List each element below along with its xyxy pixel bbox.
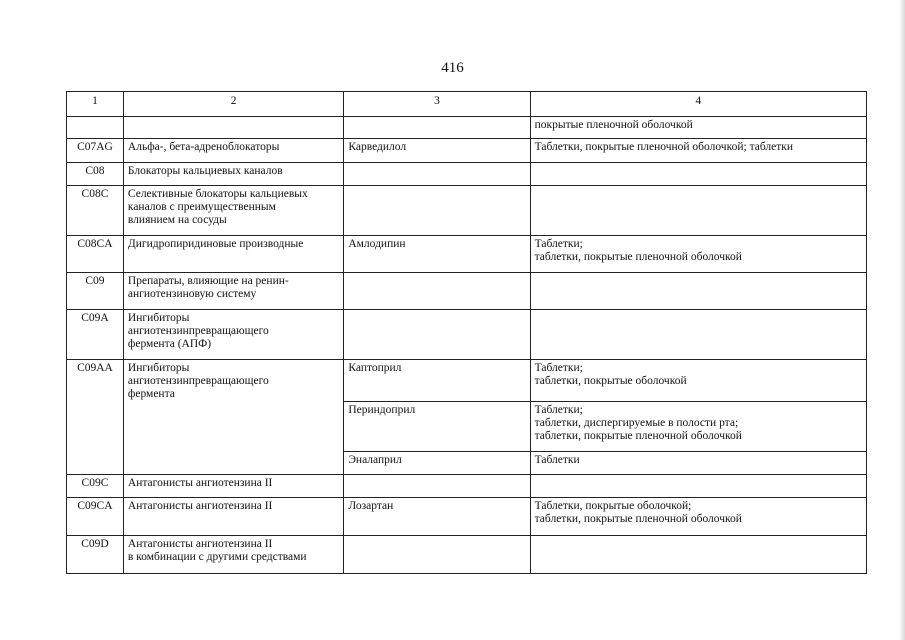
drug-list-table — [66, 91, 867, 574]
table-row — [67, 475, 867, 498]
table-row — [67, 236, 867, 273]
atc-code-cell — [67, 117, 124, 139]
table-row — [67, 360, 867, 402]
substance-cell: Карведилол — [344, 139, 530, 163]
dosage-form-cell — [530, 536, 866, 574]
dosage-form-cell: Таблетки, покрытые пленочной оболочкой; таблетки — [530, 139, 866, 163]
substance-cell: Периндоприл — [344, 402, 530, 452]
atc-code-cell: C09C — [67, 475, 124, 498]
table-header-row — [67, 92, 867, 117]
dosage-form-cell — [530, 310, 866, 360]
pharmacological-group-cell: Дигидропиридиновые производные — [123, 236, 343, 273]
table-row — [67, 273, 867, 310]
substance-cell — [344, 310, 530, 360]
table-row — [67, 498, 867, 536]
column-header-1: 1 — [67, 92, 124, 117]
dosage-form-cell — [530, 475, 866, 498]
atc-code-cell: C09 — [67, 273, 124, 310]
substance-cell — [344, 163, 530, 186]
atc-code-cell: C09A — [67, 310, 124, 360]
atc-code-cell: C08C — [67, 186, 124, 236]
pharmacological-group-cell: Ингибиторы ангиотензинпревращающего фермента (АПФ) — [123, 310, 343, 360]
table-row — [67, 163, 867, 186]
dosage-form-cell — [530, 186, 866, 236]
pharmacological-group-cell: Селективные блокаторы кальциевых каналов с преимущественным влиянием на сосуды — [123, 186, 343, 236]
table-row — [67, 536, 867, 574]
atc-code-cell: C09CA — [67, 498, 124, 536]
pharmacological-group-cell: Ингибиторы ангиотензинпревращающего фермента — [123, 360, 343, 475]
substance-cell: Эналаприл — [344, 452, 530, 475]
dosage-form-cell: Таблетки; таблетки, покрытые оболочкой — [530, 360, 866, 402]
column-header-3: 3 — [344, 92, 530, 117]
substance-cell: Лозартан — [344, 498, 530, 536]
dosage-form-cell — [530, 273, 866, 310]
pharmacological-group-cell — [123, 117, 343, 139]
pharmacological-group-cell: Антагонисты ангиотензина II — [123, 498, 343, 536]
dosage-form-cell — [530, 163, 866, 186]
substance-cell — [344, 186, 530, 236]
substance-cell — [344, 273, 530, 310]
dosage-form-cell: покрытые пленочной оболочкой — [530, 117, 866, 139]
atc-code-cell: C09D — [67, 536, 124, 574]
scan-edge-shadow — [899, 0, 905, 640]
table-row — [67, 139, 867, 163]
column-header-4: 4 — [530, 92, 866, 117]
pharmacological-group-cell: Блокаторы кальциевых каналов — [123, 163, 343, 186]
atc-code-cell: C08 — [67, 163, 124, 186]
dosage-form-cell: Таблетки; таблетки, диспергируемые в полости рта; таблетки, покрытые пленочной оболочкой — [530, 402, 866, 452]
page-number: 416 — [441, 60, 464, 76]
substance-cell — [344, 475, 530, 498]
substance-cell — [344, 117, 530, 139]
table-row — [67, 117, 867, 139]
column-header-2: 2 — [123, 92, 343, 117]
atc-code-cell: C09AA — [67, 360, 124, 475]
atc-code-cell: C07AG — [67, 139, 124, 163]
substance-cell: Каптоприл — [344, 360, 530, 402]
substance-cell — [344, 536, 530, 574]
pharmacological-group-cell: Антагонисты ангиотензина II в комбинации с другими средствами — [123, 536, 343, 574]
dosage-form-cell: Таблетки; таблетки, покрытые пленочной оболочкой — [530, 236, 866, 273]
pharmacological-group-cell: Альфа-, бета-адреноблокаторы — [123, 139, 343, 163]
table-row — [67, 186, 867, 236]
substance-cell: Амлодипин — [344, 236, 530, 273]
dosage-form-cell: Таблетки, покрытые оболочкой; таблетки, покрытые пленочной оболочкой — [530, 498, 866, 536]
table-row — [67, 310, 867, 360]
pharmacological-group-cell: Антагонисты ангиотензина II — [123, 475, 343, 498]
pharmacological-group-cell: Препараты, влияющие на ренин- ангиотензиновую систему — [123, 273, 343, 310]
dosage-form-cell: Таблетки — [530, 452, 866, 475]
atc-code-cell: C08CA — [67, 236, 124, 273]
